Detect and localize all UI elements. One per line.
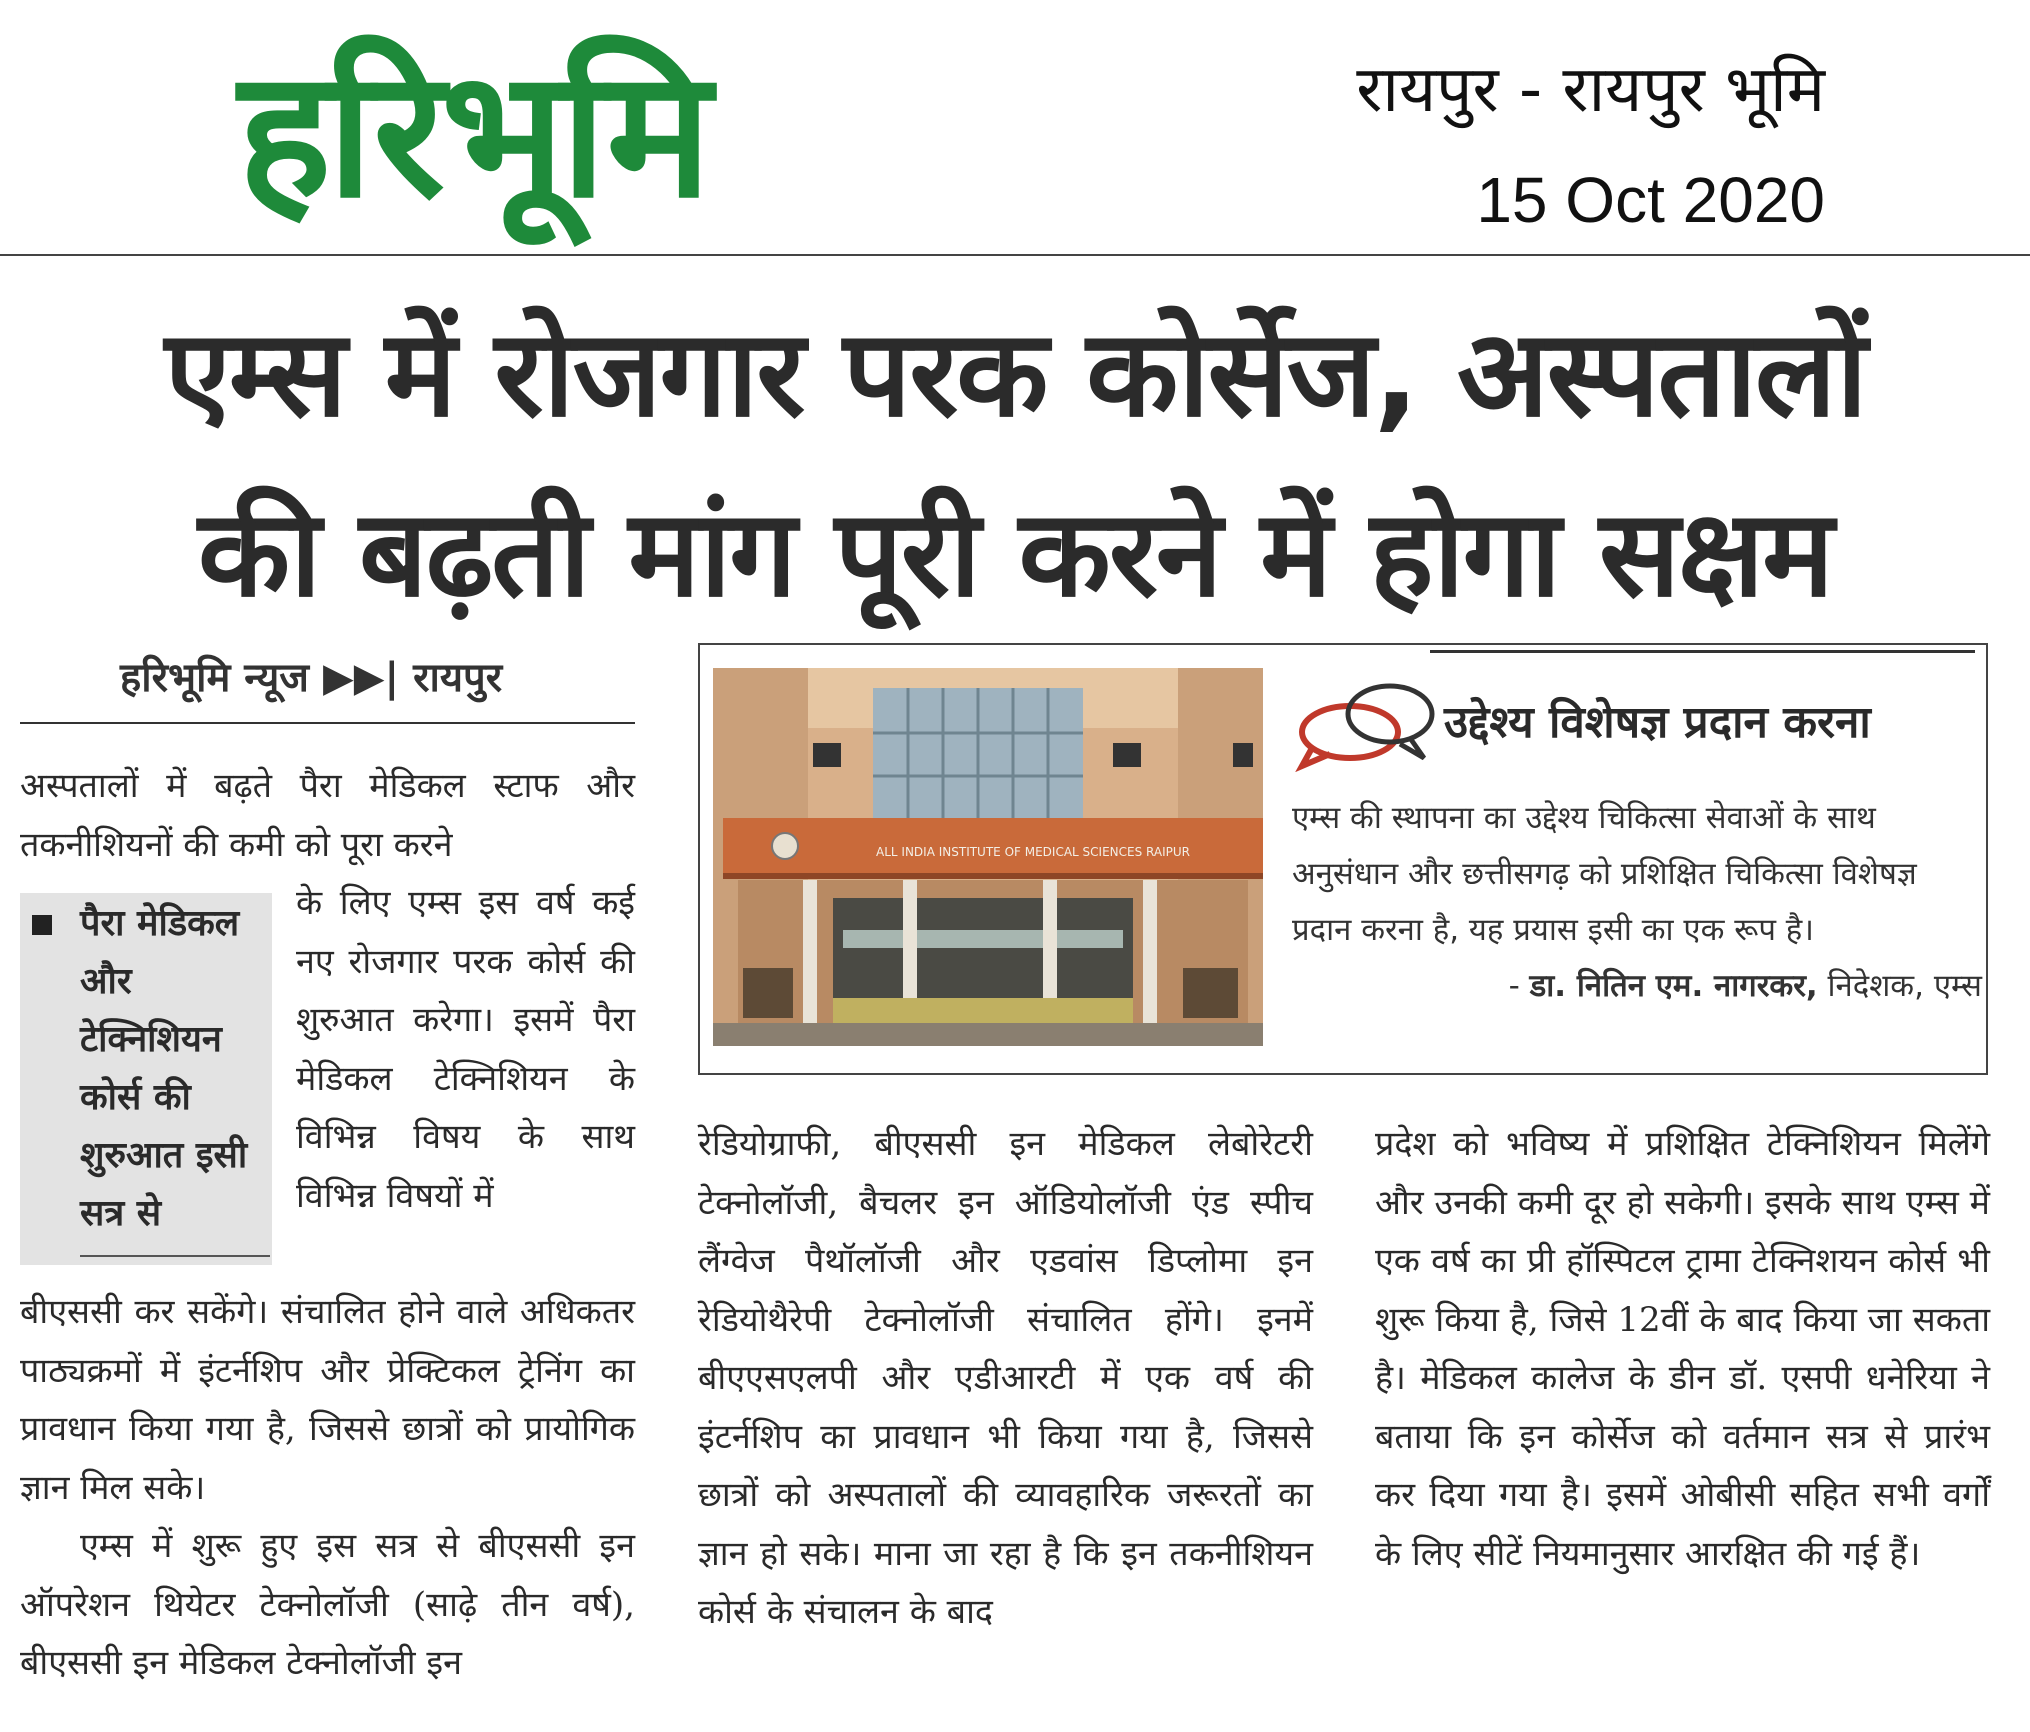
article-col3: प्रदेश को भविष्य में प्रशिक्षित टेक्निशियन मिलेंगे और उनकी कमी दूर हो सकेगी। इसके साथ एम्स में एक वर्ष का प्री हॉस्पिटल ट्रामा टेक्निशयन कोर्स भी शुरू किया है, जिसे 12वीं के बाद किया जा सकता है। मेडिकल कालेज के डीन डॉ. एसपी धनेरिया ने बताया कि इन कोर्सेज को वर्तमान सत्र से प्रारंभ कर दिया गया है। इसमें ओबीसी सहित सभी वर्गों के लिए सीटें नियमानुसार आरक्षित की गई हैं।	[1375, 1124, 1990, 1574]
article-col2: रेडियोग्राफी, बीएससी इन मेडिकल लेबोरेटरी टेक्नोलॉजी, बैचलर इन ऑडियोलॉजी एंड स्पीच लैंग्वेज पैथॉलॉजी और एडवांस डिप्लोमा इन रेडियोथैरेपी टेक्नोलॉजी संचालित होंगे। इनमें बीएएसएलपी और एडीआरटी में एक वर्ष की इंटर्नशिप का प्रावधान भी किया गया है, जिससे छात्रों को अस्पतालों की व्यावहारिक जरूरतों का ज्ञान हो सके। माना जा रहा है कि इन तकनीशियन कोर्स के संचालन के बाद	[698, 1124, 1313, 1632]
headline	[70, 285, 1960, 645]
byline-divider	[20, 722, 635, 724]
byline-separator-icon: ▶▶|	[322, 655, 400, 701]
article-col1-mid: के लिए एम्स इस वर्ष कई नए रोजगार परक कोर्स की शुरुआत करेगा। इसमें पैरा मेडिकल टेक्निशियन के विभिन्न विषय के साथ विभिन्न विषयों में	[296, 883, 635, 1216]
highlight-divider	[80, 1255, 270, 1257]
quote-attr-role: निदेशक, एम्स	[1827, 968, 1982, 1004]
speech-bubble-icon	[1292, 662, 1442, 772]
quote-attr-name: डा. नितिन एम. नागरकर,	[1529, 968, 1818, 1004]
building-sign-text: ALL INDIA INSTITUTE OF MEDICAL SCIENCES RAIPUR	[876, 845, 1190, 859]
article-col1-top: अस्पतालों में बढ़ते पैरा मेडिकल स्टाफ और तकनीशियनों की कमी को पूरा करने	[20, 766, 635, 865]
building-illustration	[713, 668, 1263, 1046]
edition-label: रायपुर - रायपुर भूमि	[1356, 53, 1825, 127]
byline	[120, 648, 502, 708]
article-paragraph: एम्स में शुरू हुए इस सत्र से बीएससी इन ऑपरेशन थियेटर टेक्नोलॉजी (साढ़े तीन वर्ष), बीएससी इन मेडिकल टेक्नोलॉजी इन	[20, 1526, 635, 1683]
quote-attribution	[1292, 958, 1982, 1014]
article-col1-bottom	[20, 1283, 635, 1693]
byline-source: हरिभूमि न्यूज	[120, 655, 309, 701]
publication-date: 15 Oct 2020	[1476, 164, 1825, 236]
quote-body: एम्स की स्थापना का उद्देश्य चिकित्सा सेवाओं के साथ अनुसंधान और छत्तीसगढ़ को प्रशिक्षित चिकित्सा विशेषज्ञ प्रदान करना है, यह प्रयास इसी का एक रूप है।	[1292, 800, 1917, 948]
aiims-building-photo	[713, 668, 1263, 1046]
quote-title-rule	[1430, 650, 1975, 653]
byline-place: रायपुर	[413, 655, 503, 701]
quote-title: उद्देश्य विशेषज्ञ प्रदान करना	[1444, 697, 1871, 748]
article-paragraph: बीएससी कर सकेंगे। संचालित होने वाले अधिकतर पाठ्यक्रमों में इंटर्नशिप और प्रेक्टिकल ट्रेनिंग का प्रावधान किया गया है, जिससे छात्रों को प्रायोगिक ज्ञान मिल सके।	[20, 1292, 635, 1508]
newspaper-logo: हरिभूमि	[238, 32, 708, 237]
quote-attr-dash: -	[1508, 968, 1520, 1004]
headline-line-2: की बढ़ती मांग पूरी करने में होगा सक्षम	[198, 485, 1832, 624]
masthead-divider	[0, 254, 2030, 256]
bullet-square-icon	[32, 915, 52, 935]
highlight-text: पैरा मेडिकल और टेक्निशियन कोर्स की शुरुआत इसी सत्र से	[80, 903, 248, 1234]
headline-line-1: एम्स में रोजगार परक कोर्सेज, अस्पतालों	[164, 305, 1866, 444]
